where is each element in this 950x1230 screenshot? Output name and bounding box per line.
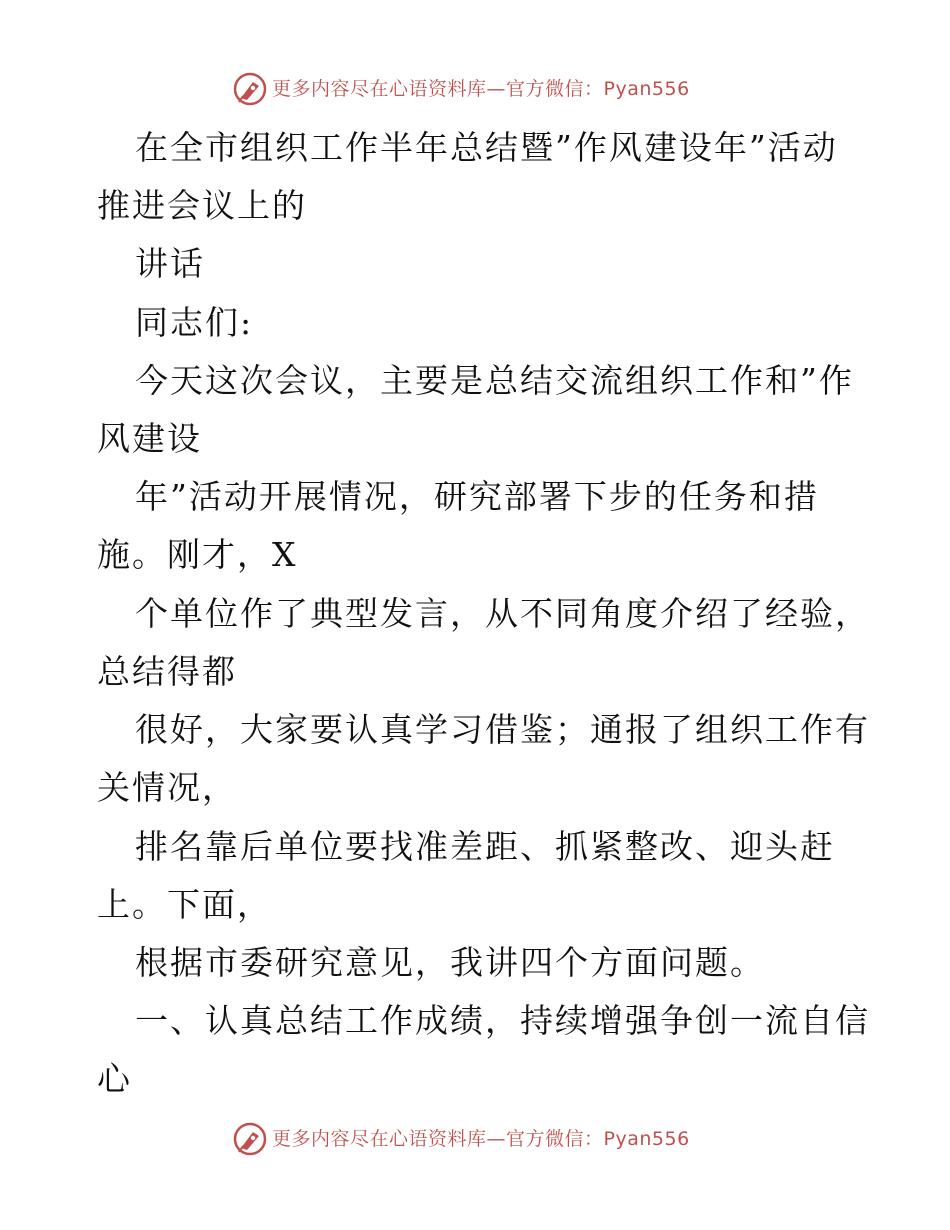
paragraph-line: 个单位作了典型发言，从不同角度介绍了经验， [135, 594, 870, 633]
section-heading-line: 一、认真总结工作成绩，持续增强争创一流自信 [135, 1001, 870, 1040]
paragraph-line: 年”活动开展情况，研究部署下步的任务和措 [135, 477, 819, 516]
title-line-1: 在全市组织工作半年总结暨”作风建设年”活动 [135, 128, 838, 167]
header-watermark-text: 更多内容尽在心语资料库—官方微信：Pyan556 [272, 78, 690, 100]
paragraph-line: 风建设 [97, 419, 202, 458]
footer-watermark-text: 更多内容尽在心语资料库—官方微信：Pyan556 [272, 1128, 690, 1150]
section-heading-line: 心 [97, 1059, 132, 1098]
salutation: 同志们: [135, 303, 254, 342]
pen-nib-logo-icon [233, 1122, 267, 1156]
paragraph-line: 今天这次会议，主要是总结交流组织工作和”作 [135, 361, 854, 400]
title-line-3: 讲话 [135, 244, 205, 283]
title-line-2: 推进会议上的 [97, 186, 307, 225]
paragraph-line: 上。下面， [97, 885, 272, 924]
paragraph-line: 排名靠后单位要找准差距、抓紧整改、迎头赶 [135, 827, 835, 866]
paragraph-line: 总结得都 [97, 652, 237, 691]
paragraph-line: 很好，大家要认真学习借鉴；通报了组织工作有 [135, 710, 870, 749]
footer-watermark [0, 1120, 950, 1160]
paragraph-line: 施。刚才，X [97, 535, 298, 574]
paragraph-line: 关情况， [97, 768, 237, 807]
paragraph-line: 根据市委研究意见，我讲四个方面问题。 [135, 943, 765, 982]
